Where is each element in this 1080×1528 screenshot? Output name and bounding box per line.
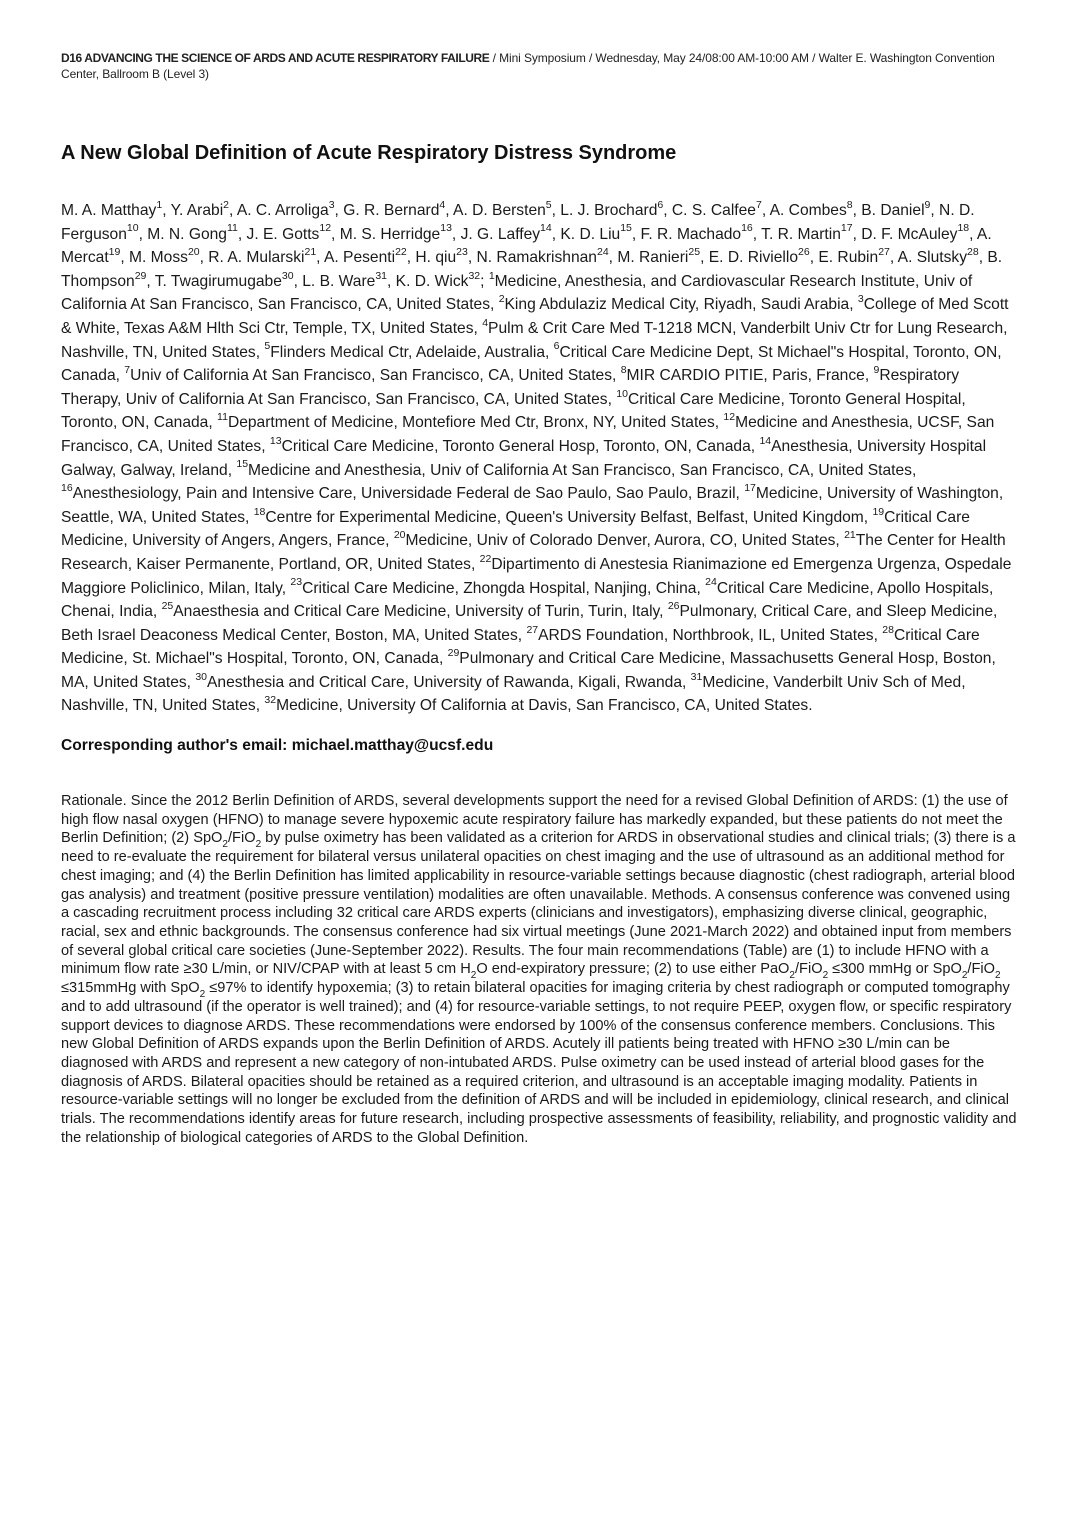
authors_affiliations-text-run: Medicine, University of Washington, Seattle, WA, United States,	[61, 485, 1004, 526]
affiliation-superscript: 31	[375, 269, 388, 282]
authors_affiliations-text-run: , L. B. Ware	[293, 272, 376, 290]
authors_affiliations-text-run: Critical Care Medicine, St. Michael"s Hospital, Toronto, ON, Canada,	[61, 626, 980, 668]
authors_affiliations-text-run: , M. S. Herridge	[331, 225, 441, 243]
abstract-text-run: by pulse oximetry has been validated as a criterion for ARDS in observational studies and clinical trials; (3) there is a need to re-evaluate the requirement for bilateral versus unilateral opacities on chest imaging and the use of ultrasound as an additional method for chest imaging; and (4) the Berlin Definition has limited applicability in resource-variable settings because diagnostic (chest radiograph, arterial blood gas analysis) and treatment (positive pressure ventilation) modalities are often unavailable. Methods. A consensus conference was convened using a cascading recruitment process including 32 critical care ARDS experts (clinicians and investigators), emphasizing diverse clinical, geographic, racial, sex and ethnic backgrounds. The consensus conference had six virtual meetings (June 2021-March 2022) and obtained input from members of several global critical care societies (June-September 2022). Results. The four main recommendations (Table) are (1) to include HFNO with a minimum flow rate ≥30 L/min, or NIV/CPAP with at least 5 cm H	[61, 830, 1016, 978]
authors_affiliations-text-run: Critical Care Medicine, Toronto General Hosp, Toronto, ON, Canada,	[281, 437, 760, 455]
affiliation-superscript: 28	[967, 246, 979, 258]
affiliation-superscript: 9	[873, 363, 880, 376]
affiliation-superscript: 21	[304, 246, 317, 258]
affiliation-superscript: 2	[223, 198, 230, 211]
abstract-text-run: /FiO	[227, 830, 256, 847]
chemical-subscript: 2	[789, 970, 795, 982]
affiliation-superscript: 29	[447, 647, 460, 660]
affiliation-superscript: 19	[872, 505, 885, 518]
abstract-body	[61, 792, 1021, 1147]
affiliation-superscript: 28	[882, 623, 894, 636]
affiliation-superscript: 8	[846, 198, 853, 211]
affiliation-superscript: 18	[957, 222, 970, 235]
affiliation-superscript: 7	[755, 198, 762, 211]
authors_affiliations-text-run: , A. C. Arroliga	[229, 202, 329, 219]
authors_affiliations-text-run: M. A. Matthay	[61, 202, 157, 219]
authors_affiliations-text-run: , H. qiu	[406, 249, 457, 267]
authors_affiliations-text-run: Anesthesiology, Pain and Intensive Care, Universidade Federal de Sao Paulo, Sao Paulo, Brazil,	[72, 485, 745, 503]
session-track: D16 ADVANCING THE SCIENCE OF ARDS AND ACUTE RESPIRATORY FAILURE	[61, 51, 490, 65]
authors_affiliations-text-run: MIR CARDIO PITIE, Paris, France,	[626, 367, 874, 385]
authors_affiliations-text-run: Critical Care Medicine, Toronto General Hospital, Toronto, ON, Canada,	[61, 390, 966, 432]
affiliation-superscript: 27	[526, 623, 539, 636]
authors_affiliations-text-run: Pulmonary and Critical Care Medicine, Massachusetts General Hosp, Boston, MA, United States,	[61, 650, 996, 691]
abstract-text-run: /FiO	[967, 961, 995, 978]
affiliation-superscript: 31	[690, 670, 703, 683]
authors_affiliations-text-run: , T. Twagirumugabe	[146, 272, 282, 290]
affiliation-superscript: 26	[667, 599, 680, 612]
session-details: / Mini Symposium / Wednesday, May 24/08:00 AM-10:00 AM / Walter E. Washington Convention Center, Ballroom B (Level 3)	[61, 51, 995, 81]
affiliation-superscript: 4	[439, 198, 446, 211]
affiliation-superscript: 5	[545, 198, 552, 211]
authors_affiliations-text-run: Anesthesia, University Hospital Galway, Galway, Ireland,	[61, 437, 987, 479]
authors_affiliations-text-run: Anaesthesia and Critical Care Medicine, University of Turin, Turin, Italy,	[173, 603, 668, 621]
chemical-subscript: 2	[961, 970, 968, 982]
affiliation-superscript: 10	[616, 387, 628, 400]
authors_affiliations-text-run: , B. Daniel	[852, 202, 925, 219]
authors_affiliations-text-run: , A. Pesenti	[316, 249, 396, 267]
authors_affiliations-text-run: , F. R. Machado	[631, 225, 742, 243]
paper-title: A New Global Definition of Acute Respiratory Distress Syndrome	[61, 142, 677, 164]
abstract-text-run: ≤300 mmHg or SpO	[828, 961, 962, 978]
affiliation-superscript: 24	[705, 576, 717, 589]
affiliation-superscript: 2	[498, 293, 505, 306]
authors_affiliations-text-run: , K. D. Liu	[551, 225, 621, 243]
chemical-subscript: 2	[470, 970, 477, 982]
abstract-text-run: O end-expiratory pressure; (2) to use either PaO	[476, 961, 790, 978]
authors_affiliations-text-run: , M. Moss	[120, 249, 188, 267]
affiliation-superscript: 16	[61, 481, 73, 494]
abstract-text-run: ≤315mmHg with SpO	[61, 980, 200, 997]
authors_affiliations-text-run: , M. N. Gong	[138, 225, 227, 243]
chemical-subscript: 2	[199, 989, 206, 1000]
affiliation-superscript: 24	[596, 246, 609, 258]
affiliation-superscript: 12	[723, 411, 736, 424]
chemical-subscript: 2	[995, 970, 1001, 982]
authors_affiliations-text-run: , C. S. Calfee	[663, 202, 756, 219]
authors_affiliations-text-run: Dipartimento di Anestesia Rianimazione ed Emergenza Urgenza, Ospedale Maggiore Policlinico, Milan, Italy,	[61, 555, 1012, 597]
authors_affiliations-text-run: , N. Ramakrishnan	[467, 249, 597, 267]
affiliation-superscript: 12	[319, 222, 332, 235]
affiliation-superscript: 11	[217, 411, 228, 424]
affiliation-superscript: 8	[620, 363, 627, 376]
authors_affiliations-text-run: King Abdulaziz Medical City, Riyadh, Saudi Arabia,	[504, 296, 858, 314]
authors_affiliations-text-run: Pulm & Crit Care Med T-1218 MCN, Vanderbilt Univ Ctr for Lung Research, Nashville, TN, United States,	[61, 319, 1008, 361]
authors_affiliations-text-run: , E. D. Riviello	[700, 249, 799, 267]
authors_affiliations-text-run: Medicine, University Of California at Davis, San Francisco, CA, United States.	[276, 697, 813, 715]
authors_affiliations-text-run: ARDS Foundation, Northbrook, IL, United States,	[538, 626, 883, 644]
authors_affiliations-text-run: Critical Care Medicine Dept, St Michael"s Hospital, Toronto, ON, Canada,	[61, 343, 1002, 385]
authors_affiliations-text-run: , N. D. Ferguson	[61, 202, 975, 243]
authors_affiliations-text-run: The Center for Health Research, Kaiser Permanente, Portland, OR, United States,	[61, 532, 1006, 573]
authors_affiliations-text-run: Critical Care Medicine, Apollo Hospitals, Chenai, India,	[61, 579, 994, 621]
chemical-subscript: 2	[255, 839, 262, 851]
affiliation-superscript: 30	[195, 670, 208, 683]
affiliation-superscript: 3	[857, 293, 864, 306]
abstract-text-run: /FiO	[794, 961, 823, 978]
affiliation-superscript: 26	[798, 246, 810, 258]
authors_affiliations-text-run: Medicine and Anesthesia, Univ of California At San Francisco, San Francisco, CA, United States,	[248, 461, 917, 479]
authors_affiliations-text-run: , L. J. Brochard	[551, 202, 658, 219]
authors_affiliations-text-run: , A. Mercat	[61, 225, 992, 267]
affiliation-superscript: 20	[393, 529, 406, 542]
affiliation-superscript: 23	[456, 246, 468, 258]
affiliation-superscript: 4	[482, 316, 489, 329]
authors_affiliations-text-run: , G. R. Bernard	[334, 202, 440, 219]
authors_affiliations-text-run: , B. Thompson	[61, 249, 1003, 290]
affiliation-superscript: 6	[553, 340, 560, 353]
affiliation-superscript: 3	[328, 198, 335, 211]
affiliation-superscript: 22	[395, 246, 407, 258]
authors_affiliations-text-run: ;	[480, 272, 489, 290]
affiliation-superscript: 5	[264, 340, 271, 353]
abstract-page	[61, 50, 1021, 1147]
authors_affiliations-text-run: Centre for Experimental Medicine, Queen's University Belfast, Belfast, United Kingdom,	[265, 508, 873, 526]
authors_affiliations-text-run: Anesthesia and Critical Care, University of Rawanda, Kigali, Rwanda,	[207, 673, 691, 691]
affiliation-superscript: 29	[134, 269, 147, 282]
authors_affiliations-text-run: Flinders Medical Ctr, Adelaide, Australia,	[270, 343, 554, 361]
affiliation-superscript: 16	[741, 222, 753, 235]
affiliation-superscript: 20	[187, 246, 200, 258]
affiliation-superscript: 11	[226, 222, 238, 235]
affiliation-superscript: 18	[253, 505, 266, 518]
abstract-text-run: Rationale. Since the 2012 Berlin Definition of ARDS, several developments support the need for a revised Global Definition of ARDS: (1) the use of high flow nasal oxygen (HFNO) to manage severe hypoxemic acute respiratory failure has markedly expanded, but these patients do not meet the Berlin Definition; (2) SpO	[61, 793, 1008, 847]
authors_affiliations-text-run: , D. F. McAuley	[852, 225, 958, 243]
affiliation-superscript: 9	[924, 198, 931, 211]
authors_affiliations-text-run: , Y. Arabi	[162, 202, 224, 219]
authors_affiliations-text-run: Medicine, Vanderbilt Univ Sch of Med, Nashville, TN, United States,	[61, 673, 966, 715]
affiliation-superscript: 7	[124, 363, 131, 376]
authors_affiliations-text-run: Medicine, Univ of Colorado Denver, Aurora, CO, United States,	[405, 532, 845, 550]
authors-affiliations	[61, 199, 1021, 718]
chemical-subscript: 2	[822, 970, 829, 982]
affiliation-superscript: 14	[759, 434, 772, 447]
authors_affiliations-text-run: Critical Care Medicine, University of Angers, Angers, France,	[61, 508, 970, 550]
authors_affiliations-text-run: Respiratory Therapy, Univ of California At San Francisco, San Francisco, CA, United States,	[61, 367, 960, 408]
authors_affiliations-text-run: , M. Ranieri	[608, 249, 689, 267]
authors_affiliations-text-run: , E. Rubin	[809, 249, 879, 267]
authors_affiliations-text-run: , J. E. Gotts	[237, 225, 320, 243]
affiliation-superscript: 1	[156, 198, 163, 211]
authors_affiliations-text-run: , T. R. Martin	[752, 225, 841, 243]
authors_affiliations-text-run: Critical Care Medicine, Zhongda Hospital, Nanjing, China,	[302, 579, 706, 597]
authors_affiliations-text-run: , A. Slutsky	[889, 249, 968, 267]
authors_affiliations-text-run: Medicine and Anesthesia, UCSF, San Francisco, CA, United States,	[61, 414, 995, 455]
affiliation-superscript: 32	[468, 269, 481, 282]
authors_affiliations-text-run: College of Med Scott & White, Texas A&M Hlth Sci Ctr, Temple, TX, United States,	[61, 296, 1009, 337]
affiliation-superscript: 14	[540, 222, 552, 235]
affiliation-superscript: 25	[688, 246, 701, 258]
affiliation-superscript: 1	[488, 269, 495, 282]
affiliation-superscript: 25	[161, 599, 174, 612]
affiliation-superscript: 17	[744, 481, 756, 494]
affiliation-superscript: 22	[479, 552, 492, 565]
authors_affiliations-text-run: Univ of California At San Francisco, San Francisco, CA, United States,	[130, 367, 621, 385]
abstract-text-run: ≤97% to identify hypoxemia; (3) to retain bilateral opacities for imaging criteria by chest radiograph or computed tomography and to add ultrasound (if the operator is well trained); and (4) for resource-variable settings, to not require PEEP, oxygen flow, or specific respiratory support devices to diagnose ARDS. These recommendations were endorsed by 100% of the consensus conference members. Conclusions. This new Global Definition of ARDS expands upon the Berlin Definition of ARDS. Acutely ill patients being treated with HFNO ≥30 L/min can be diagnosed with ARDS and represent a new category of non-intubated ARDS. Pulse oximetry can be used instead of arterial blood gases for the diagnosis of ARDS. Bilateral opacities should be retained as a required criterion, and ultrasound is an acceptable imaging modality. Patients in resource-variable settings will no longer be excluded from the definition of ARDS and will be included in epidemiology, clinical research, and clinical trials. The recommendations identify areas for future research, including prospective assessments of feasibility, reliability, and prognostic validity and the relationship of biological categories of ARDS to the Global Definition.	[61, 980, 1017, 1146]
authors_affiliations-text-run: , J. G. Laffey	[451, 225, 541, 243]
affiliation-superscript: 15	[620, 222, 632, 235]
affiliation-superscript: 27	[878, 246, 890, 258]
affiliation-superscript: 23	[290, 576, 303, 589]
affiliation-superscript: 21	[844, 529, 856, 542]
affiliation-superscript: 13	[269, 434, 282, 447]
affiliation-superscript: 17	[840, 222, 853, 235]
authors_affiliations-text-run: , R. A. Mularski	[199, 249, 305, 267]
affiliation-superscript: 15	[236, 458, 249, 471]
authors_affiliations-text-run: Medicine, Anesthesia, and Cardiovascular Research Institute, Univ of California At San Francisco, San Francisco, CA, United States,	[61, 272, 973, 314]
authors_affiliations-text-run: , K. D. Wick	[387, 272, 469, 290]
authors_affiliations-text-run: , A. D. Bersten	[445, 202, 546, 219]
authors_affiliations-text-run: Pulmonary, Critical Care, and Sleep Medicine, Beth Israel Deaconess Medical Center, Boston, MA, United States,	[61, 603, 998, 644]
authors_affiliations-text-run: , A. Combes	[761, 202, 847, 219]
affiliation-superscript: 19	[108, 246, 121, 258]
affiliation-superscript: 10	[126, 222, 139, 235]
session-header	[61, 50, 1021, 82]
affiliation-superscript: 30	[281, 269, 294, 282]
affiliation-superscript: 32	[264, 694, 277, 707]
corresponding-email: Corresponding author's email: michael.matthay@ucsf.edu	[61, 737, 494, 755]
affiliation-superscript: 6	[657, 198, 664, 211]
affiliation-superscript: 13	[440, 222, 452, 235]
authors_affiliations-text-run: Department of Medicine, Montefiore Med Ctr, Bronx, NY, United States,	[227, 414, 724, 432]
chemical-subscript: 2	[222, 839, 228, 851]
